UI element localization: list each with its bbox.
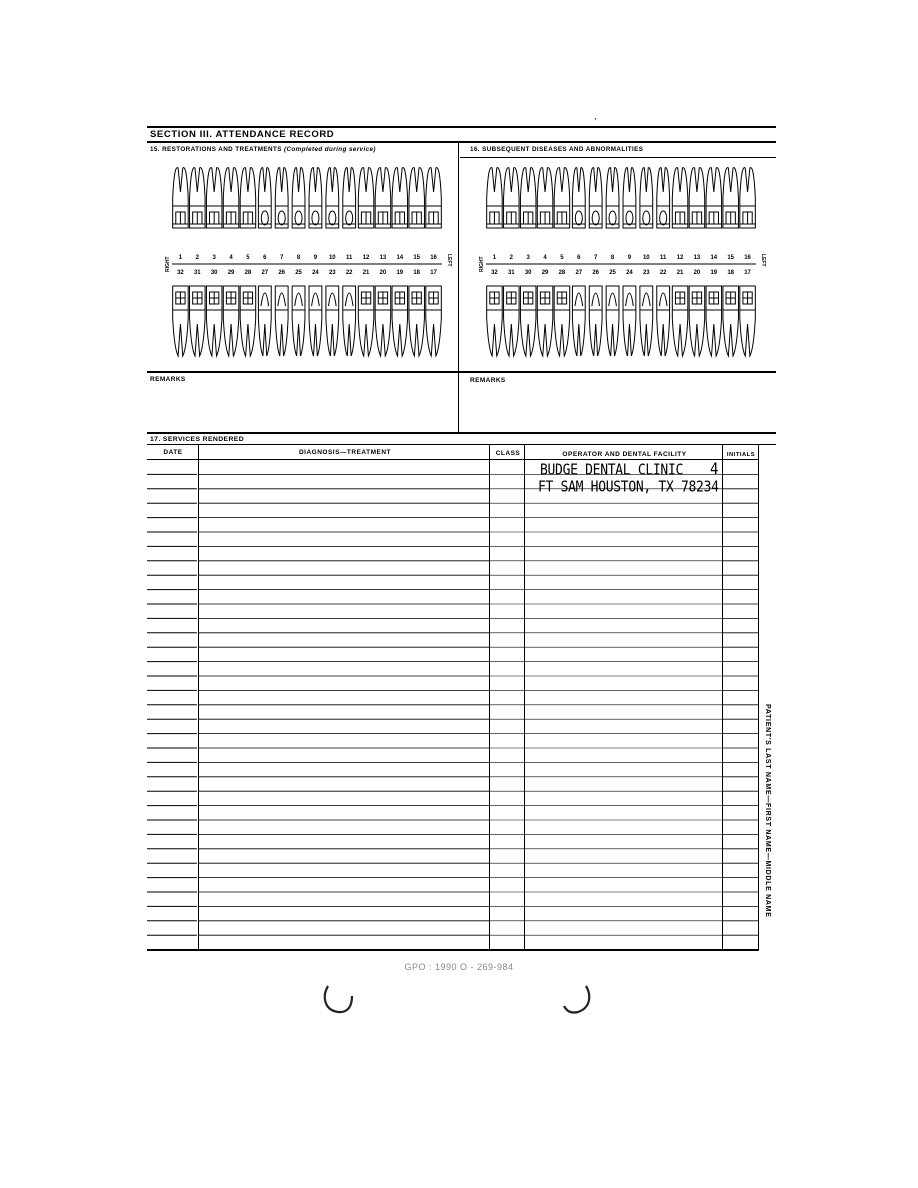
left-side-label: LEFT [760, 254, 766, 267]
upper-tooth-facet [626, 211, 633, 225]
lower-tooth-outline [292, 286, 305, 356]
upper-tooth-facet [643, 211, 650, 225]
upper-tooth-number: 11 [660, 255, 667, 261]
block15-title-italic: (Completed during service) [283, 146, 376, 153]
lower-tooth-number: 30 [210, 270, 218, 276]
upper-tooth-outline [623, 168, 636, 228]
tooth-chart-16 [476, 158, 766, 368]
upper-tooth-number: 12 [362, 255, 370, 261]
upper-tooth-number: 13 [379, 255, 387, 261]
services-bottom-rule [147, 949, 759, 951]
lower-tooth-number: 26 [592, 270, 600, 276]
lower-tooth-number: 17 [430, 270, 437, 276]
lower-tooth-number: 25 [609, 270, 616, 276]
lower-tooth-number: 21 [676, 270, 684, 276]
lower-tooth-facet [345, 293, 353, 306]
remarks-label-right: REMARKS [470, 377, 506, 384]
patient-name-label [759, 704, 773, 944]
upper-tooth-facet [346, 211, 353, 225]
upper-tooth-outline [572, 168, 585, 228]
upper-tooth-facet [295, 211, 302, 225]
upper-tooth-outline [292, 168, 305, 228]
block17-title: 17. SERVICES RENDERED [150, 436, 245, 443]
service-rows [147, 460, 759, 950]
lower-tooth-number: 31 [193, 270, 201, 276]
lower-tooth-number: 28 [558, 270, 566, 276]
stamp-line2: FT SAM HOUSTON, TX 78234 [538, 479, 719, 497]
upper-tooth-number: 10 [642, 255, 650, 261]
upper-tooth-number: 4 [229, 255, 233, 261]
upper-tooth-outline [258, 168, 271, 228]
lower-tooth-outline [275, 286, 288, 356]
upper-tooth-number: 9 [313, 255, 318, 261]
lower-tooth-number: 23 [642, 270, 650, 276]
lower-tooth-number: 24 [312, 270, 319, 276]
upper-tooth-facet [592, 211, 599, 225]
lower-tooth-outline [326, 286, 339, 356]
lower-tooth-number: 22 [659, 270, 667, 276]
center-divider [458, 142, 459, 432]
upper-tooth-number: 16 [430, 255, 437, 261]
upper-tooth-outline [640, 168, 653, 228]
lower-tooth-number: 29 [541, 270, 549, 276]
lower-tooth-facet [642, 293, 650, 306]
col-initials: INITIALS [726, 452, 756, 458]
lower-tooth-facet [295, 293, 303, 306]
lower-tooth-number: 20 [379, 270, 387, 276]
section-title: SECTION III. ATTENDANCE RECORD [150, 129, 335, 140]
lower-tooth-number: 23 [328, 270, 336, 276]
lower-tooth-facet [659, 293, 667, 306]
lower-tooth-number: 32 [177, 270, 184, 276]
upper-tooth-number: 4 [543, 255, 547, 261]
services-header-top [147, 444, 776, 445]
lower-tooth-facet [278, 293, 286, 306]
col-operator: OPERATOR AND DENTAL FACILITY [562, 451, 687, 458]
upper-tooth-facet [609, 211, 616, 225]
lower-tooth-outline [343, 286, 356, 356]
lower-tooth-number: 19 [710, 270, 718, 276]
lower-tooth-number: 32 [491, 270, 498, 276]
upper-tooth-outline [343, 168, 356, 228]
upper-tooth-outline [657, 168, 670, 228]
printing-notice: GPO : 1990 O - 269-984 [404, 962, 514, 972]
right-side-label: RIGHT [479, 256, 485, 272]
lower-tooth-facet [328, 293, 336, 306]
lower-tooth-number: 31 [507, 270, 515, 276]
stamp-line1: BUDGE DENTAL CLINIC [540, 462, 684, 480]
lower-tooth-number: 29 [227, 270, 235, 276]
upper-tooth-outline [309, 168, 322, 228]
lower-tooth-number: 20 [693, 270, 701, 276]
upper-tooth-number: 11 [346, 255, 353, 261]
block15-title [150, 146, 376, 153]
lower-tooth-outline [572, 286, 585, 356]
upper-tooth-number: 9 [627, 255, 632, 261]
upper-tooth-number: 3 [212, 255, 216, 261]
upper-tooth-facet [329, 211, 336, 225]
upper-tooth-facet [660, 211, 667, 225]
upper-tooth-facet [312, 211, 319, 225]
lower-tooth-number: 22 [345, 270, 353, 276]
lower-tooth-facet [609, 293, 617, 306]
upper-tooth-number: 1 [178, 255, 183, 261]
upper-tooth-number: 8 [610, 255, 615, 261]
upper-tooth-number: 14 [396, 255, 404, 261]
lower-tooth-outline [657, 286, 670, 356]
lower-tooth-number: 30 [524, 270, 532, 276]
lower-tooth-facet [312, 293, 320, 306]
upper-tooth-number: 2 [509, 255, 513, 261]
upper-tooth-number: 12 [676, 255, 684, 261]
upper-tooth-number: 10 [328, 255, 336, 261]
lower-tooth-outline [640, 286, 653, 356]
lower-tooth-number: 27 [261, 270, 269, 276]
lower-tooth-number: 19 [396, 270, 404, 276]
upper-tooth-number: 14 [710, 255, 718, 261]
punch-hole-left [318, 982, 358, 1018]
col-class: CLASS [495, 450, 521, 457]
upper-tooth-outline [275, 168, 288, 228]
upper-tooth-number: 13 [693, 255, 701, 261]
upper-tooth-number: 7 [594, 255, 598, 261]
right-side-label: RIGHT [165, 256, 171, 272]
upper-tooth-number: 6 [577, 255, 581, 261]
upper-tooth-outline [589, 168, 602, 228]
lower-tooth-number: 18 [413, 270, 421, 276]
lower-tooth-outline [623, 286, 636, 356]
upper-tooth-outline [326, 168, 339, 228]
services-rule [147, 432, 776, 434]
upper-tooth-number: 15 [727, 255, 735, 261]
patient-name-text: PATIENT'S LAST NAME—FIRST NAME—MIDDLE NAME [764, 704, 771, 918]
upper-tooth-number: 1 [492, 255, 497, 261]
lower-tooth-outline [258, 286, 271, 356]
lower-tooth-outline [606, 286, 619, 356]
section-rule [147, 141, 776, 143]
lower-tooth-number: 26 [278, 270, 286, 276]
upper-tooth-facet [575, 211, 582, 225]
lower-tooth-number: 21 [362, 270, 370, 276]
lower-tooth-number: 18 [727, 270, 735, 276]
upper-tooth-number: 16 [744, 255, 751, 261]
upper-tooth-number: 7 [280, 255, 284, 261]
lower-tooth-facet [575, 293, 583, 306]
col-date: DATE [163, 449, 183, 456]
upper-tooth-number: 8 [296, 255, 301, 261]
upper-tooth-outline [606, 168, 619, 228]
upper-tooth-number: 15 [413, 255, 421, 261]
block16-title: 16. SUBSEQUENT DISEASES AND ABNORMALITIES [470, 146, 644, 153]
upper-tooth-facet [261, 211, 268, 225]
upper-tooth-number: 6 [263, 255, 267, 261]
lower-tooth-outline [589, 286, 602, 356]
lower-tooth-outline [309, 286, 322, 356]
lower-tooth-number: 17 [744, 270, 751, 276]
lower-tooth-facet [592, 293, 600, 306]
remarks-rule [147, 371, 776, 373]
tooth-chart-15 [162, 158, 452, 368]
upper-tooth-number: 5 [246, 255, 250, 261]
upper-tooth-number: 3 [526, 255, 530, 261]
punch-hole-right [560, 982, 600, 1018]
lower-tooth-number: 25 [295, 270, 302, 276]
left-side-label: LEFT [446, 254, 452, 267]
lower-tooth-facet [261, 293, 269, 306]
top-rule [147, 126, 776, 128]
upper-tooth-number: 2 [195, 255, 199, 261]
lower-tooth-number: 28 [244, 270, 252, 276]
lower-tooth-number: 24 [626, 270, 633, 276]
remarks-label-left: REMARKS [150, 376, 186, 383]
col-diagnosis: DIAGNOSIS—TREATMENT [298, 449, 392, 456]
stamp-mark: 4 [710, 460, 719, 479]
lower-tooth-number: 27 [575, 270, 583, 276]
upper-tooth-facet [278, 211, 285, 225]
page-mark: , [594, 111, 597, 121]
block15-title-main: 15. RESTORATIONS AND TREATMENTS [150, 146, 284, 153]
upper-tooth-number: 5 [560, 255, 564, 261]
lower-tooth-facet [626, 293, 634, 306]
